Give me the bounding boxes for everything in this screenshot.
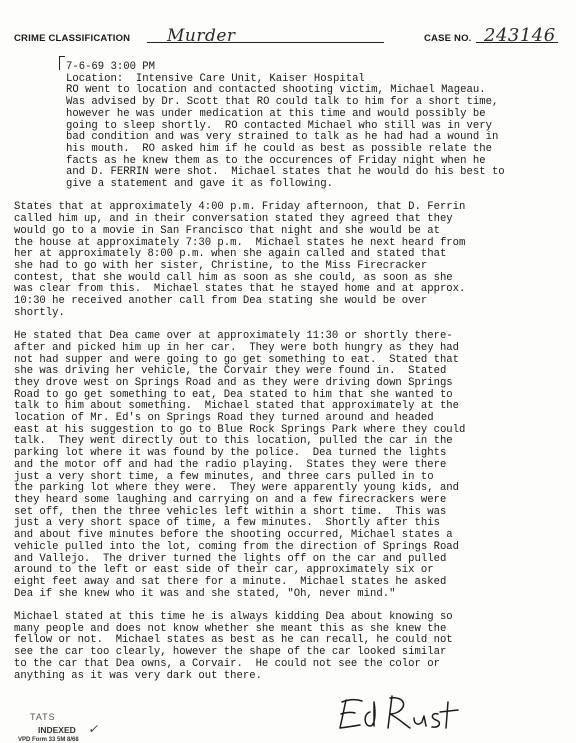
- body-line: just a very short time, a few minutes, and three cars pulled in to: [14, 470, 434, 483]
- ats-stamp: TATS: [30, 712, 56, 722]
- body-line: and about five minutes before the shooting occurred, Michael states a: [14, 529, 453, 542]
- report-body: [14, 62, 564, 682]
- body-line: RO went to location and contacted shooting victim, Michael Mageau.: [66, 84, 486, 97]
- body-line: Road to go get something to eat, Dea stated to him that she wanted to: [14, 388, 453, 401]
- body-line: Michael stated at this time he is always kidding Dea about knowing so: [14, 611, 453, 623]
- body-line: not had supper and were going to go get something to eat. Stated that: [14, 353, 460, 366]
- indexed-stamp: INDEXED: [38, 725, 76, 735]
- body-line: States that at approximately 4:00 p.m. Friday afternoon, that D. Ferrin: [14, 201, 466, 214]
- body-line: fellow or not. Michael states as best as he can recall, he could not: [14, 634, 453, 647]
- body-line: going to sleep shortly. RO contacted Michael who still was in very: [66, 119, 492, 132]
- body-line: talk. They went directly out to this location, pulled the car in the: [14, 435, 453, 448]
- body-line: shortly.: [14, 306, 65, 319]
- body-line: was clear from this. Michael states that he stayed home and at approx.: [14, 283, 466, 296]
- body-line: they heard some laughing and carrying on and a few firecrackers were: [14, 493, 447, 506]
- body-line: the house at approximately 7:30 p.m. Michael states he next heard from: [14, 236, 466, 249]
- crime-classification-value: Murder: [167, 26, 236, 46]
- body-line: and the motor off and had the radio playing. States they were there: [14, 458, 447, 471]
- body-line: and D. FERRIN were shot. Michael states that he would do his best to: [66, 166, 505, 179]
- body-line: to the car that Dea owns, a Corvair. He could not see the color or: [14, 657, 440, 670]
- indexed-checkmark: ✓: [88, 722, 99, 736]
- report-header: [14, 26, 560, 48]
- body-line: and Vallejo. The driver turned the lights off on the car and pulled: [14, 552, 447, 565]
- body-line: they drove west on Springs Road and as they were driving down Springs: [14, 376, 453, 389]
- body-line: called him up, and in their conversation stated they agreed that they: [14, 213, 453, 226]
- body-line: would go to a movie in San Francisco that night and she would be at: [14, 224, 440, 237]
- body-line: many people and does not know whether she meant this as she knew the: [14, 622, 447, 635]
- body-line: east at his suggestion to go to Blue Rock Springs Park where they could: [14, 423, 466, 436]
- body-line: give a statement and gave it as following.: [66, 178, 334, 191]
- body-line: her at approximately 8:00 p.m. when she again called and stated that: [14, 248, 447, 261]
- body-line: Was advised by Dr. Scott that RO could talk to him for a short time,: [66, 96, 499, 109]
- body-line: anything as it was very dark out there.: [14, 669, 262, 682]
- case-number-value: 243146: [484, 25, 556, 46]
- entry-location: Location: Intensive Care Unit, Kaiser Hospital: [66, 72, 365, 85]
- body-line: talk to him about something. Michael stated that approximately at the: [14, 400, 460, 413]
- body-line: his mouth. RO asked him if he could as best as possible relate the: [66, 142, 492, 155]
- body-line: He stated that Dea came over at approximately 11:30 or shortly there-: [14, 330, 453, 343]
- body-line: see the car too clearly, however the shape of the car looked similar: [14, 646, 447, 659]
- body-line: however he was under medication at this time and would possibly be: [66, 107, 486, 120]
- officer-signature: [336, 690, 466, 734]
- body-line: after and picked him up in her car. They were both hungry as they had: [14, 341, 460, 354]
- form-number: VPD Form 33 5M 8/68: [18, 737, 79, 743]
- body-line: set off, then the three vehicles left within a short time. This was: [14, 505, 447, 518]
- body-line: the parking lot where they were. They were apparently young kids, and: [14, 482, 460, 495]
- body-line: facts as he knew them as to the occurences of Friday night when he: [66, 154, 486, 167]
- body-line: bad condition and was very strained to talk as he had had a wound in: [66, 131, 499, 144]
- body-line: she had to go with her sister, Christine, to the Miss Firecracker: [14, 259, 428, 272]
- body-line: she was driving her vehicle, the Corvair they were found in. Stated: [14, 365, 447, 378]
- body-line: location of Mr. Ed's on Springs Road they turned around and headed: [14, 412, 434, 425]
- body-line: around to the left or east side of their car, approximately six or: [14, 564, 434, 577]
- body-line: parking lot where it was found by the police. Dea turned the lights: [14, 447, 447, 460]
- body-line: vehicle pulled into the lot, coming from the direction of Springs Road: [14, 540, 460, 553]
- body-line: just a very short space of time, a few minutes. Shortly after this: [14, 517, 440, 530]
- body-line: contest, that she would call him as soon as she could, as soon as she: [14, 271, 453, 284]
- entry-date-time: 7-6-69 3:00 PM: [66, 61, 156, 73]
- body-line: 10:30 he received another call from Dea stating she would be over: [14, 295, 428, 308]
- crime-classification-label: CRIME CLASSIFICATION: [14, 33, 131, 44]
- case-number-label: CASE NO.: [424, 33, 472, 44]
- body-line: eight feet away and sat there for a minute. Michael states he asked: [14, 575, 447, 588]
- body-line: Dea if she knew who it was and she stated, "Oh, never mind.": [14, 587, 396, 600]
